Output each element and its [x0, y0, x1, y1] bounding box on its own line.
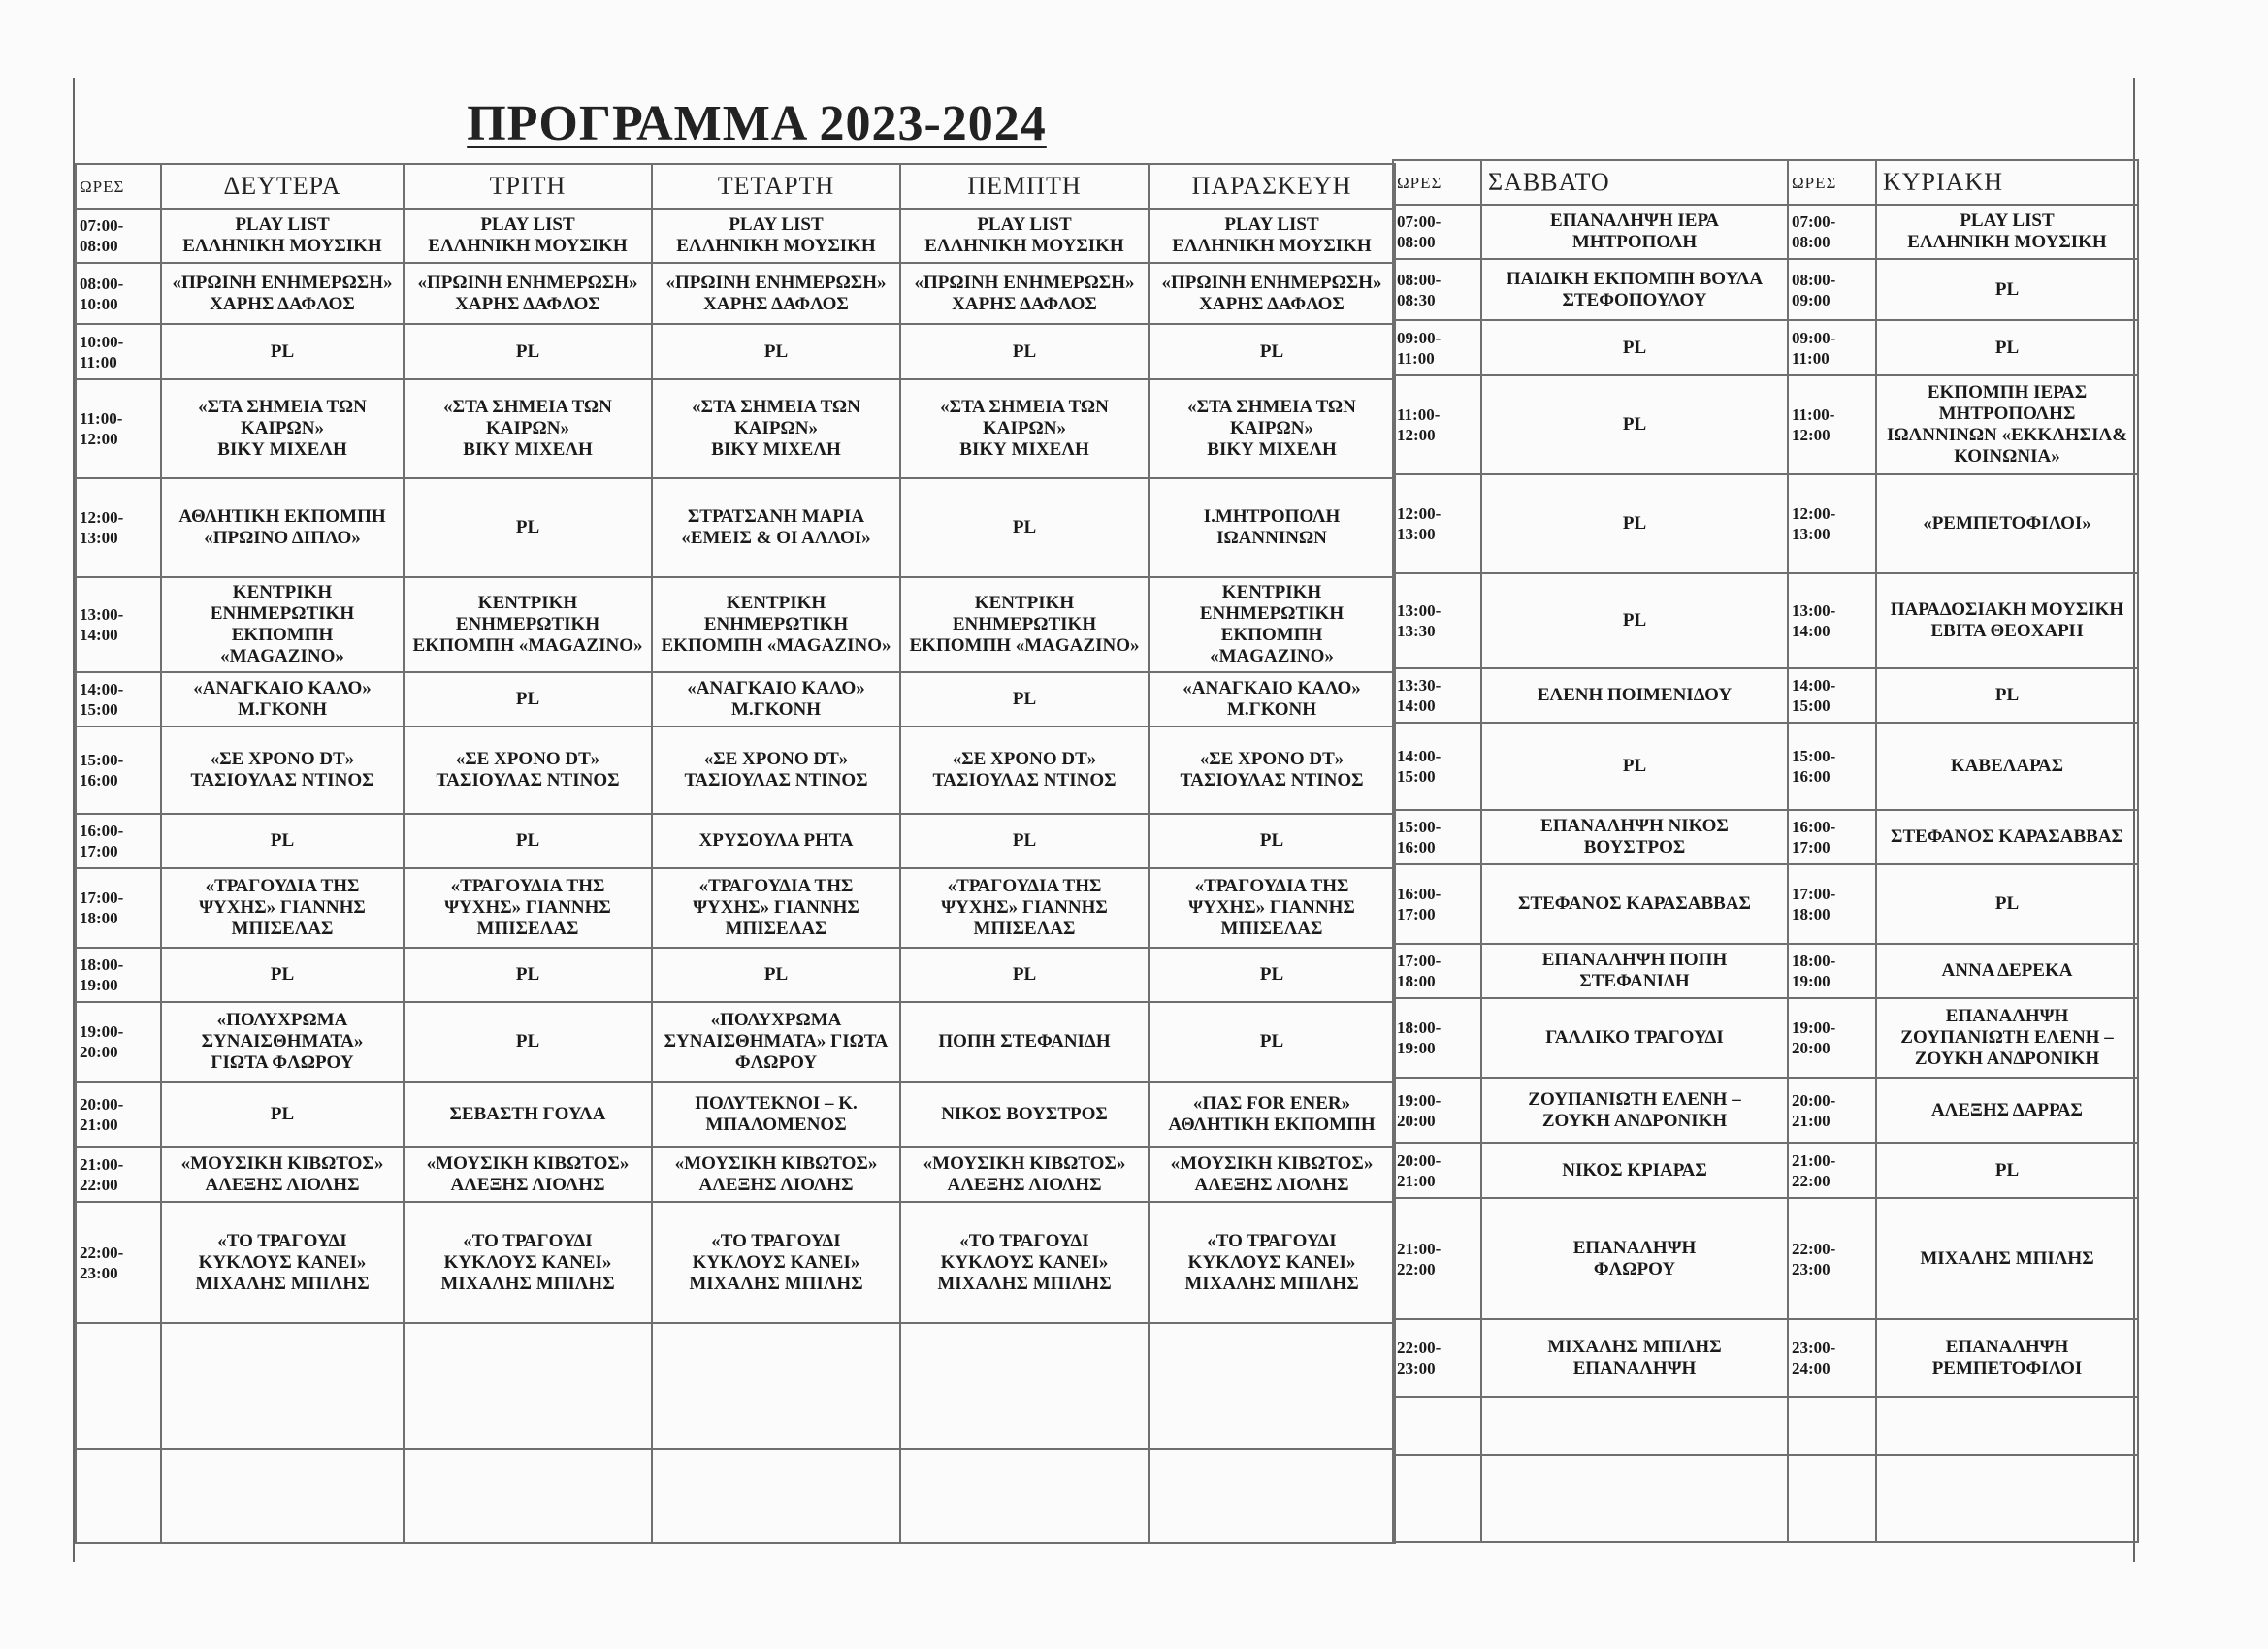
- program-cell: «ΜΟΥΣΙΚΗ ΚΙΒΩΤΟΣ» ΑΛΕΞΗΣ ΛΙΟΛΗΣ: [161, 1147, 404, 1202]
- sunday-program-cell: ΠΑΡΑΔΟΣΙΑΚΗ ΜΟΥΣΙΚΗ ΕΒΙΤΑ ΘΕΟΧΑΡΗ: [1876, 573, 2138, 668]
- program-cell: PL: [1149, 324, 1395, 379]
- empty-cell: [652, 1449, 900, 1543]
- saturday-program-cell: ΓΑΛΛΙΚΟ ΤΡΑΓΟΥΔΙ: [1481, 998, 1788, 1078]
- program-cell: PL: [1149, 814, 1395, 868]
- sunday-program-cell: ΕΚΠΟΜΠΗ ΙΕΡΑΣ ΜΗΤΡΟΠΟΛΗΣ ΙΩΑΝΝΙΝΩΝ «ΕΚΚΛΗΣΙΑ& ΚΟΙΝΩΝΙΑ»: [1876, 375, 2138, 474]
- program-cell: «ΜΟΥΣΙΚΗ ΚΙΒΩΤΟΣ» ΑΛΕΞΗΣ ΛΙΟΛΗΣ: [652, 1147, 900, 1202]
- sunday-program-cell: ΕΠΑΝΑΛΗΨΗ ΖΟΥΠΑΝΙΩΤΗ ΕΛΕΝΗ – ΖΟΥΚΗ ΑΝΔΡΟΝΙΚΗ: [1876, 998, 2138, 1078]
- program-cell: PL: [404, 1002, 652, 1082]
- saturday-program-cell: PL: [1481, 320, 1788, 375]
- table-row: [1393, 810, 2138, 864]
- saturday-program-cell: ΖΟΥΠΑΝΙΩΤΗ ΕΛΕΝΗ – ΖΟΥΚΗ ΑΝΔΡΟΝΙΚΗ: [1481, 1078, 1788, 1143]
- saturday-program-cell: ΕΛΕΝΗ ΠΟΙΜΕΝΙΔΟΥ: [1481, 668, 1788, 723]
- saturday-time-slot: 11:00- 12:00: [1393, 375, 1481, 474]
- saturday-program-cell: ΠΑΙΔΙΚΗ ΕΚΠΟΜΠΗ ΒΟΥΛΑ ΣΤΕΦΟΠΟΥΛΟΥ: [1481, 259, 1788, 320]
- sunday-time-slot: 09:00- 11:00: [1788, 320, 1876, 375]
- program-cell: PLAY LIST ΕΛΛΗΝΙΚΗ ΜΟΥΣΙΚΗ: [161, 209, 404, 263]
- empty-cell: [1788, 1397, 1876, 1455]
- saturday-program-cell: ΣΤΕΦΑΝΟΣ ΚΑΡΑΣΑΒΒΑΣ: [1481, 864, 1788, 944]
- table-row: [1393, 944, 2138, 998]
- weekday-schedule-table: [75, 163, 1396, 1544]
- program-cell: «ΣΕ ΧΡΟΝΟ DT» ΤΑΣΙΟΥΛΑΣ ΝΤΙΝΟΣ: [161, 727, 404, 814]
- sunday-program-cell: PL: [1876, 864, 2138, 944]
- time-slot: 08:00- 10:00: [76, 263, 161, 324]
- weekday-header-row: [76, 164, 1395, 209]
- table-row: [76, 478, 1395, 577]
- program-cell: «ΠΡΩΙΝΗ ΕΝΗΜΕΡΩΣΗ» ΧΑΡΗΣ ΔΑΦΛΟΣ: [900, 263, 1149, 324]
- program-cell: «ΑΝΑΓΚΑΙΟ ΚΑΛΟ» Μ.ΓΚΟΝΗ: [161, 672, 404, 727]
- saturday-time-slot: 15:00- 16:00: [1393, 810, 1481, 864]
- time-slot: 10:00- 11:00: [76, 324, 161, 379]
- program-cell: PL: [161, 814, 404, 868]
- program-cell: PL: [652, 324, 900, 379]
- saturday-time-slot: 07:00- 08:00: [1393, 205, 1481, 259]
- saturday-time-slot: 13:30- 14:00: [1393, 668, 1481, 723]
- table-row: [76, 263, 1395, 324]
- sunday-program-cell: ΣΤΕΦΑΝΟΣ ΚΑΡΑΣΑΒΒΑΣ: [1876, 810, 2138, 864]
- program-cell: PL: [900, 324, 1149, 379]
- time-slot: 07:00- 08:00: [76, 209, 161, 263]
- sunday-time-slot: 13:00- 14:00: [1788, 573, 1876, 668]
- saturday-hours-header: ΩΡΕΣ: [1393, 160, 1481, 205]
- program-cell: PL: [161, 948, 404, 1002]
- program-cell: PLAY LIST ΕΛΛΗΝΙΚΗ ΜΟΥΣΙΚΗ: [900, 209, 1149, 263]
- sunday-time-slot: 16:00- 17:00: [1788, 810, 1876, 864]
- saturday-time-slot: 21:00- 22:00: [1393, 1198, 1481, 1319]
- saturday-time-slot: 22:00- 23:00: [1393, 1319, 1481, 1397]
- table-row: [76, 868, 1395, 948]
- time-slot: 14:00- 15:00: [76, 672, 161, 727]
- program-cell: PL: [404, 948, 652, 1002]
- program-cell: ΚΕΝΤΡΙΚΗ ΕΝΗΜΕΡΩΤΙΚΗ ΕΚΠΟΜΠΗ «MAGAZINO»: [161, 577, 404, 672]
- day-header-sunday: ΚΥΡΙΑΚΗ: [1876, 160, 2138, 205]
- empty-cell: [900, 1323, 1149, 1449]
- empty-row: [1393, 1397, 2138, 1455]
- program-cell: «ΤΟ ΤΡΑΓΟΥΔΙ ΚΥΚΛΟΥΣ ΚΑΝΕΙ» ΜΙΧΑΛΗΣ ΜΠΙΛΗΣ: [652, 1202, 900, 1323]
- program-cell: «ΠΡΩΙΝΗ ΕΝΗΜΕΡΩΣΗ» ΧΑΡΗΣ ΔΑΦΛΟΣ: [652, 263, 900, 324]
- sunday-program-cell: ΕΠΑΝΑΛΗΨΗ ΡΕΜΠΕΤΟΦΙΛΟΙ: [1876, 1319, 2138, 1397]
- program-cell: PL: [161, 324, 404, 379]
- program-cell: «ΤΡΑΓΟΥΔΙΑ ΤΗΣ ΨΥΧΗΣ» ΓΙΑΝΝΗΣ ΜΠΙΣΕΛΑΣ: [161, 868, 404, 948]
- day-header-monday: ΔΕΥΤΕΡΑ: [161, 164, 404, 209]
- sunday-time-slot: 11:00- 12:00: [1788, 375, 1876, 474]
- program-cell: ΝΙΚΟΣ ΒΟΥΣΤΡΟΣ: [900, 1082, 1149, 1147]
- saturday-time-slot: 20:00- 21:00: [1393, 1143, 1481, 1198]
- empty-row: [1393, 1455, 2138, 1542]
- empty-cell: [404, 1323, 652, 1449]
- table-row: [76, 672, 1395, 727]
- saturday-time-slot: 08:00- 08:30: [1393, 259, 1481, 320]
- saturday-program-cell: PL: [1481, 474, 1788, 573]
- program-cell: «ΣΕ ΧΡΟΝΟ DT» ΤΑΣΙΟΥΛΑΣ ΝΤΙΝΟΣ: [652, 727, 900, 814]
- program-cell: «ΠΡΩΙΝΗ ΕΝΗΜΕΡΩΣΗ» ΧΑΡΗΣ ΔΑΦΛΟΣ: [161, 263, 404, 324]
- sunday-program-cell: PL: [1876, 320, 2138, 375]
- table-row: [1393, 259, 2138, 320]
- program-cell: PL: [161, 1082, 404, 1147]
- program-cell: «ΣΕ ΧΡΟΝΟ DT» ΤΑΣΙΟΥΛΑΣ ΝΤΙΝΟΣ: [1149, 727, 1395, 814]
- program-cell: «ΤΡΑΓΟΥΔΙΑ ΤΗΣ ΨΥΧΗΣ» ΓΙΑΝΝΗΣ ΜΠΙΣΕΛΑΣ: [900, 868, 1149, 948]
- program-cell: PL: [900, 672, 1149, 727]
- saturday-program-cell: ΝΙΚΟΣ ΚΡΙΑΡΑΣ: [1481, 1143, 1788, 1198]
- program-cell: ΠΟΛΥΤΕΚΝΟΙ – Κ. ΜΠΑΛΟΜΕΝΟΣ: [652, 1082, 900, 1147]
- program-cell: «ΣΤΑ ΣΗΜΕΙΑ ΤΩΝ ΚΑΙΡΩΝ» ΒΙΚΥ ΜΙΧΕΛΗ: [404, 379, 652, 478]
- sunday-program-cell: ΑΝΝΑ ΔΕΡΕΚΑ: [1876, 944, 2138, 998]
- program-cell: ΚΕΝΤΡΙΚΗ ΕΝΗΜΕΡΩΤΙΚΗ ΕΚΠΟΜΠΗ «MAGAZINO»: [1149, 577, 1395, 672]
- table-row: [1393, 998, 2138, 1078]
- table-row: [1393, 723, 2138, 810]
- empty-cell: [161, 1449, 404, 1543]
- saturday-program-cell: ΕΠΑΝΑΛΗΨΗ ΦΛΩΡΟΥ: [1481, 1198, 1788, 1319]
- saturday-program-cell: ΕΠΑΝΑΛΗΨΗ ΙΕΡΑ ΜΗΤΡΟΠΟΛΗ: [1481, 205, 1788, 259]
- sunday-program-cell: PL: [1876, 668, 2138, 723]
- program-cell: «ΤΟ ΤΡΑΓΟΥΔΙ ΚΥΚΛΟΥΣ ΚΑΝΕΙ» ΜΙΧΑΛΗΣ ΜΠΙΛΗΣ: [404, 1202, 652, 1323]
- day-header-tuesday: ΤΡΙΤΗ: [404, 164, 652, 209]
- empty-row: [76, 1449, 1395, 1543]
- weekend-schedule-table: [1392, 159, 2139, 1543]
- time-slot: 13:00- 14:00: [76, 577, 161, 672]
- program-cell: Ι.ΜΗΤΡΟΠΟΛΗ ΙΩΑΝΝΙΝΩΝ: [1149, 478, 1395, 577]
- saturday-program-cell: ΕΠΑΝΑΛΗΨΗ ΠΟΠΗ ΣΤΕΦΑΝΙΔΗ: [1481, 944, 1788, 998]
- empty-cell: [1876, 1397, 2138, 1455]
- sunday-time-slot: 22:00- 23:00: [1788, 1198, 1876, 1319]
- time-slot: 16:00- 17:00: [76, 814, 161, 868]
- program-cell: ΣΤΡΑΤΣΑΝΗ ΜΑΡΙΑ «ΕΜΕΙΣ & ΟΙ ΑΛΛΟΙ»: [652, 478, 900, 577]
- table-row: [76, 209, 1395, 263]
- program-cell: «ΠΡΩΙΝΗ ΕΝΗΜΕΡΩΣΗ» ΧΑΡΗΣ ΔΑΦΛΟΣ: [1149, 263, 1395, 324]
- program-cell: «ΤΟ ΤΡΑΓΟΥΔΙ ΚΥΚΛΟΥΣ ΚΑΝΕΙ» ΜΙΧΑΛΗΣ ΜΠΙΛΗΣ: [1149, 1202, 1395, 1323]
- sunday-time-slot: 21:00- 22:00: [1788, 1143, 1876, 1198]
- table-row: [1393, 573, 2138, 668]
- sunday-time-slot: 23:00- 24:00: [1788, 1319, 1876, 1397]
- table-row: [1393, 1143, 2138, 1198]
- empty-cell: [404, 1449, 652, 1543]
- sunday-program-cell: PLAY LIST ΕΛΛΗΝΙΚΗ ΜΟΥΣΙΚΗ: [1876, 205, 2138, 259]
- saturday-program-cell: ΕΠΑΝΑΛΗΨΗ ΝΙΚΟΣ ΒΟΥΣΤΡΟΣ: [1481, 810, 1788, 864]
- program-cell: ΠΟΠΗ ΣΤΕΦΑΝΙΔΗ: [900, 1002, 1149, 1082]
- day-header-friday: ΠΑΡΑΣΚΕΥΗ: [1149, 164, 1395, 209]
- table-row: [76, 1002, 1395, 1082]
- page-title: ΠΡΟΓΡΑΜΜΑ 2023-2024: [467, 96, 1047, 151]
- program-cell: «ΠΑΣ FOR ENER» ΑΘΛΗΤΙΚΗ ΕΚΠΟΜΠΗ: [1149, 1082, 1395, 1147]
- program-cell: ΚΕΝΤΡΙΚΗ ΕΝΗΜΕΡΩΤΙΚΗ ΕΚΠΟΜΠΗ «MAGAZINO»: [652, 577, 900, 672]
- table-row: [76, 814, 1395, 868]
- program-cell: «ΤΡΑΓΟΥΔΙΑ ΤΗΣ ΨΥΧΗΣ» ΓΙΑΝΝΗΣ ΜΠΙΣΕΛΑΣ: [1149, 868, 1395, 948]
- program-cell: «ΜΟΥΣΙΚΗ ΚΙΒΩΤΟΣ» ΑΛΕΞΗΣ ΛΙΟΛΗΣ: [1149, 1147, 1395, 1202]
- empty-row: [76, 1323, 1395, 1449]
- program-cell: «ΤΟ ΤΡΑΓΟΥΔΙ ΚΥΚΛΟΥΣ ΚΑΝΕΙ» ΜΙΧΑΛΗΣ ΜΠΙΛΗΣ: [900, 1202, 1149, 1323]
- empty-cell: [1876, 1455, 2138, 1542]
- time-slot: 17:00- 18:00: [76, 868, 161, 948]
- sunday-time-slot: 15:00- 16:00: [1788, 723, 1876, 810]
- time-slot: 19:00- 20:00: [76, 1002, 161, 1082]
- saturday-time-slot: 18:00- 19:00: [1393, 998, 1481, 1078]
- table-row: [76, 324, 1395, 379]
- program-cell: PL: [404, 478, 652, 577]
- table-row: [1393, 205, 2138, 259]
- table-row: [1393, 1078, 2138, 1143]
- table-row: [1393, 320, 2138, 375]
- program-cell: «ΣΕ ΧΡΟΝΟ DT» ΤΑΣΙΟΥΛΑΣ ΝΤΙΝΟΣ: [404, 727, 652, 814]
- sunday-time-slot: 08:00- 09:00: [1788, 259, 1876, 320]
- day-header-thursday: ΠΕΜΠΤΗ: [900, 164, 1149, 209]
- saturday-program-cell: PL: [1481, 723, 1788, 810]
- saturday-time-slot: 09:00- 11:00: [1393, 320, 1481, 375]
- sunday-program-cell: PL: [1876, 259, 2138, 320]
- empty-cell: [1149, 1449, 1395, 1543]
- sunday-time-slot: 17:00- 18:00: [1788, 864, 1876, 944]
- time-slot: 20:00- 21:00: [76, 1082, 161, 1147]
- program-cell: «ΠΟΛΥΧΡΩΜΑ ΣΥΝΑΙΣΘΗΜΑΤΑ» ΓΙΩΤΑ ΦΛΩΡΟΥ: [652, 1002, 900, 1082]
- day-header-saturday: ΣΑΒΒΑΤΟ: [1481, 160, 1788, 205]
- empty-cell: [1788, 1455, 1876, 1542]
- program-cell: «ΣΕ ΧΡΟΝΟ DT» ΤΑΣΙΟΥΛΑΣ ΝΤΙΝΟΣ: [900, 727, 1149, 814]
- empty-cell: [1393, 1455, 1481, 1542]
- program-cell: «ΣΤΑ ΣΗΜΕΙΑ ΤΩΝ ΚΑΙΡΩΝ» ΒΙΚΥ ΜΙΧΕΛΗ: [900, 379, 1149, 478]
- saturday-program-cell: PL: [1481, 375, 1788, 474]
- program-cell: PLAY LIST ΕΛΛΗΝΙΚΗ ΜΟΥΣΙΚΗ: [404, 209, 652, 263]
- program-cell: ΧΡΥΣΟΥΛΑ ΡΗΤΑ: [652, 814, 900, 868]
- empty-cell: [1149, 1323, 1395, 1449]
- program-cell: «ΠΡΩΙΝΗ ΕΝΗΜΕΡΩΣΗ» ΧΑΡΗΣ ΔΑΦΛΟΣ: [404, 263, 652, 324]
- hours-header: ΩΡΕΣ: [76, 164, 161, 209]
- empty-cell: [1481, 1455, 1788, 1542]
- time-slot: 12:00- 13:00: [76, 478, 161, 577]
- sunday-program-cell: ΑΛΕΞΗΣ ΔΑΡΡΑΣ: [1876, 1078, 2138, 1143]
- empty-cell: [1481, 1397, 1788, 1455]
- table-row: [76, 1202, 1395, 1323]
- program-cell: «ΣΤΑ ΣΗΜΕΙΑ ΤΩΝ ΚΑΙΡΩΝ» ΒΙΚΥ ΜΙΧΕΛΗ: [652, 379, 900, 478]
- program-cell: ΣΕΒΑΣΤΗ ΓΟΥΛΑ: [404, 1082, 652, 1147]
- sunday-time-slot: 12:00- 13:00: [1788, 474, 1876, 573]
- program-cell: PL: [404, 814, 652, 868]
- program-cell: «ΑΝΑΓΚΑΙΟ ΚΑΛΟ» Μ.ΓΚΟΝΗ: [1149, 672, 1395, 727]
- day-header-wednesday: ΤΕΤΑΡΤΗ: [652, 164, 900, 209]
- program-cell: ΚΕΝΤΡΙΚΗ ΕΝΗΜΕΡΩΤΙΚΗ ΕΚΠΟΜΠΗ «MAGAZINO»: [404, 577, 652, 672]
- sunday-program-cell: ΚΑΒΕΛΑΡΑΣ: [1876, 723, 2138, 810]
- time-slot: 18:00- 19:00: [76, 948, 161, 1002]
- program-cell: PL: [404, 324, 652, 379]
- saturday-time-slot: 14:00- 15:00: [1393, 723, 1481, 810]
- empty-cell: [76, 1323, 161, 1449]
- sunday-time-slot: 19:00- 20:00: [1788, 998, 1876, 1078]
- empty-cell: [652, 1323, 900, 1449]
- program-cell: PL: [652, 948, 900, 1002]
- table-row: [1393, 1198, 2138, 1319]
- sunday-time-slot: 14:00- 15:00: [1788, 668, 1876, 723]
- sunday-program-cell: PL: [1876, 1143, 2138, 1198]
- program-cell: «ΜΟΥΣΙΚΗ ΚΙΒΩΤΟΣ» ΑΛΕΞΗΣ ΛΙΟΛΗΣ: [404, 1147, 652, 1202]
- program-cell: «ΣΤΑ ΣΗΜΕΙΑ ΤΩΝ ΚΑΙΡΩΝ» ΒΙΚΥ ΜΙΧΕΛΗ: [161, 379, 404, 478]
- sunday-time-slot: 20:00- 21:00: [1788, 1078, 1876, 1143]
- time-slot: 21:00- 22:00: [76, 1147, 161, 1202]
- saturday-time-slot: 12:00- 13:00: [1393, 474, 1481, 573]
- program-cell: PL: [900, 814, 1149, 868]
- program-cell: ΑΘΛΗΤΙΚΗ ΕΚΠΟΜΠΗ «ΠΡΩΙΝΟ ΔΙΠΛΟ»: [161, 478, 404, 577]
- table-row: [76, 1147, 1395, 1202]
- table-row: [1393, 864, 2138, 944]
- saturday-time-slot: 17:00- 18:00: [1393, 944, 1481, 998]
- saturday-time-slot: 13:00- 13:30: [1393, 573, 1481, 668]
- table-row: [76, 948, 1395, 1002]
- sunday-program-cell: «ΡΕΜΠΕΤΟΦΙΛΟΙ»: [1876, 474, 2138, 573]
- table-row: [76, 577, 1395, 672]
- saturday-program-cell: PL: [1481, 573, 1788, 668]
- empty-cell: [900, 1449, 1149, 1543]
- program-cell: «ΤΟ ΤΡΑΓΟΥΔΙ ΚΥΚΛΟΥΣ ΚΑΝΕΙ» ΜΙΧΑΛΗΣ ΜΠΙΛΗΣ: [161, 1202, 404, 1323]
- sunday-hours-header: ΩΡΕΣ: [1788, 160, 1876, 205]
- program-cell: PL: [404, 672, 652, 727]
- weekend-header-row: [1393, 160, 2138, 205]
- program-cell: PLAY LIST ΕΛΛΗΝΙΚΗ ΜΟΥΣΙΚΗ: [1149, 209, 1395, 263]
- saturday-program-cell: ΜΙΧΑΛΗΣ ΜΠΙΛΗΣ ΕΠΑΝΑΛΗΨΗ: [1481, 1319, 1788, 1397]
- table-row: [76, 379, 1395, 478]
- table-row: [76, 1082, 1395, 1147]
- program-cell: ΚΕΝΤΡΙΚΗ ΕΝΗΜΕΡΩΤΙΚΗ ΕΚΠΟΜΠΗ «MAGAZINO»: [900, 577, 1149, 672]
- program-cell: «ΠΟΛΥΧΡΩΜΑ ΣΥΝΑΙΣΘΗΜΑΤΑ» ΓΙΩΤΑ ΦΛΩΡΟΥ: [161, 1002, 404, 1082]
- program-cell: «ΤΡΑΓΟΥΔΙΑ ΤΗΣ ΨΥΧΗΣ» ΓΙΑΝΝΗΣ ΜΠΙΣΕΛΑΣ: [404, 868, 652, 948]
- time-slot: 11:00- 12:00: [76, 379, 161, 478]
- saturday-time-slot: 19:00- 20:00: [1393, 1078, 1481, 1143]
- sunday-program-cell: ΜΙΧΑΛΗΣ ΜΠΙΛΗΣ: [1876, 1198, 2138, 1319]
- empty-cell: [1393, 1397, 1481, 1455]
- sunday-time-slot: 07:00- 08:00: [1788, 205, 1876, 259]
- program-cell: PL: [900, 948, 1149, 1002]
- program-cell: PL: [1149, 1002, 1395, 1082]
- empty-cell: [76, 1449, 161, 1543]
- table-row: [76, 727, 1395, 814]
- program-cell: PLAY LIST ΕΛΛΗΝΙΚΗ ΜΟΥΣΙΚΗ: [652, 209, 900, 263]
- program-cell: PL: [900, 478, 1149, 577]
- time-slot: 15:00- 16:00: [76, 727, 161, 814]
- program-cell: «ΑΝΑΓΚΑΙΟ ΚΑΛΟ» Μ.ΓΚΟΝΗ: [652, 672, 900, 727]
- program-cell: PL: [1149, 948, 1395, 1002]
- table-row: [1393, 1319, 2138, 1397]
- table-row: [1393, 474, 2138, 573]
- table-row: [1393, 375, 2138, 474]
- saturday-time-slot: 16:00- 17:00: [1393, 864, 1481, 944]
- program-cell: «ΜΟΥΣΙΚΗ ΚΙΒΩΤΟΣ» ΑΛΕΞΗΣ ΛΙΟΛΗΣ: [900, 1147, 1149, 1202]
- sunday-time-slot: 18:00- 19:00: [1788, 944, 1876, 998]
- program-cell: «ΤΡΑΓΟΥΔΙΑ ΤΗΣ ΨΥΧΗΣ» ΓΙΑΝΝΗΣ ΜΠΙΣΕΛΑΣ: [652, 868, 900, 948]
- empty-cell: [161, 1323, 404, 1449]
- program-cell: «ΣΤΑ ΣΗΜΕΙΑ ΤΩΝ ΚΑΙΡΩΝ» ΒΙΚΥ ΜΙΧΕΛΗ: [1149, 379, 1395, 478]
- time-slot: 22:00- 23:00: [76, 1202, 161, 1323]
- table-row: [1393, 668, 2138, 723]
